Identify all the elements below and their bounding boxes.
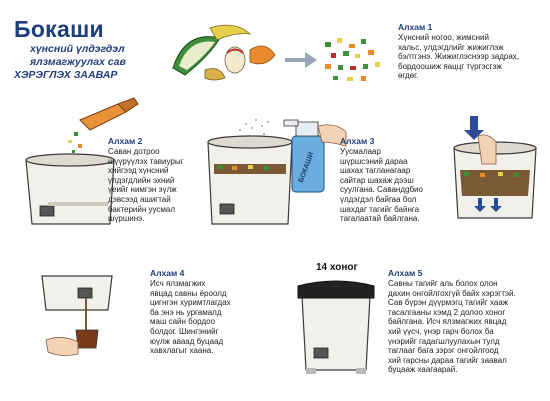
title-line-1: хүнсний үлдэгдэл: [30, 43, 125, 55]
step-4-text: Исч ялзмагжих явцад савны ёроолд цигнгэн хуримтлагдах ба энэ нь ургамалд маш сайн бордоо болдог. Шингэнийг юүлж аваад буцаад хавхлагыг хаана.: [150, 279, 231, 356]
step-3-text: Уусмалаар шүршсэний дараа шахах тагланагаар сайтар шахаж дээш суулгана. Савандgбио үлдэгдэл байгаа бол шахдаг тагийг байнга тагалаатай байлгана.: [340, 147, 423, 224]
step-5-title: Алхам 5: [388, 268, 423, 278]
drain-liquid-illustration: [42, 276, 132, 366]
title-line-2: ялзмагжуулах сав: [30, 56, 126, 68]
step-4-title: Алхам 4: [150, 268, 185, 278]
step-2-text: Саван дотроо шүүрүүлэх тавиурыг хийгээд хүнсний үлдэгдлийн эхний үеийг нимгэн эүлж дэвсээд ашигтай бактерийн уусмал шүршинэ.: [108, 147, 184, 224]
days-label: 14 хоног: [316, 262, 358, 273]
step-3-title: Алхам 3: [340, 136, 375, 146]
spray-bottle-label: БОКАШИ: [297, 151, 316, 184]
press-down-illustration: [448, 112, 543, 222]
bin-with-spray-illustration: [206, 112, 346, 232]
step-1-text: Хүнсний ногоо, жимсний хальс, үлдэгдлийг жижиглэж бэлтгэнэ. Жижиглэснээр задрах, бордоошиж яаццг түргэсгэж өгдөг.: [398, 33, 520, 81]
closed-bin-illustration: [296, 278, 376, 378]
title-line-3: ХЭРЭГЛЭХ ЗААВАР: [14, 69, 118, 81]
step-1-title: Алхам 1: [398, 22, 433, 32]
step-5-text: Савны тагийг аль болох олон дахин онгойлгохгүй байх хэрэгтэй. Сав бүрэн дүүрмэгц тагийг хааж тасалгааны хэмд 2 долоо хоног байлгана. Исч ялзмагжих явцад хий үүсч, үнэр гарч болох ба үнэрийг гадагшлуулахын тулд таглааг бага зэрэг онгойлгоод хий гарсны дараа тагийг заавал буцааж хаагаарай.: [388, 279, 516, 375]
food-scraps-illustration: [165, 20, 395, 90]
page-title: Бокаши: [14, 16, 104, 42]
step-2-title: Алхам 2: [108, 136, 143, 146]
